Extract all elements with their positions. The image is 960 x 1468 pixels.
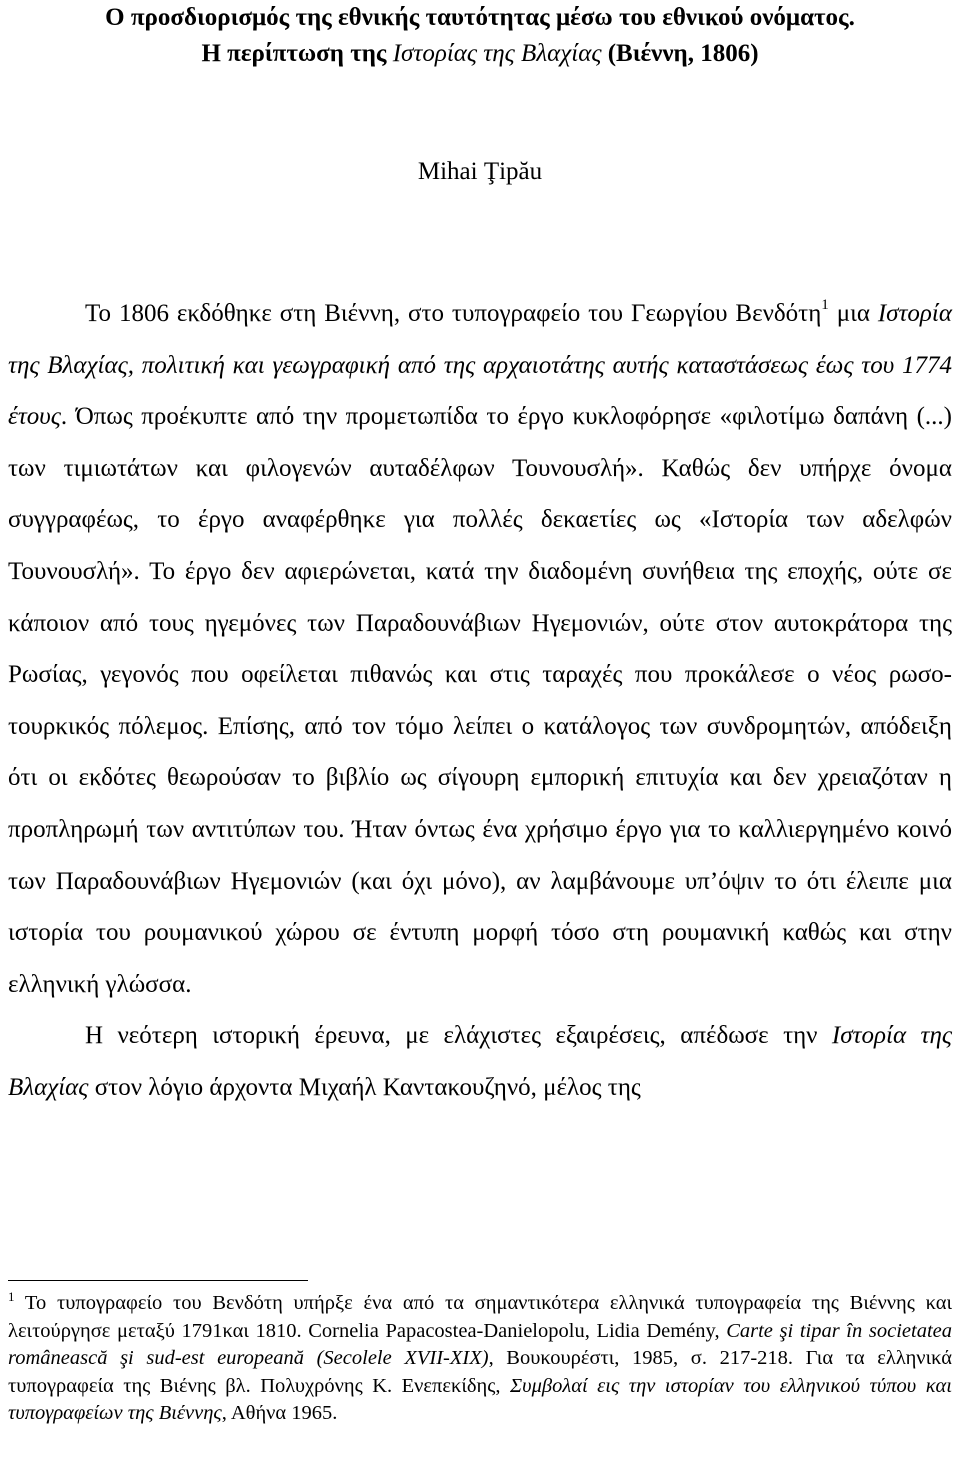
paragraph-1-italic-title: Ιστορία της Βλαχίας, πολιτική και γεωγραφική από της αρχαιοτάτης αυτής καταστάσεως έως του 1774 έτους [8,300,952,431]
page-title [8,0,952,72]
footnote-number: 1 [8,1289,15,1304]
paragraph-1 [8,288,952,1010]
title-line-2-end: (Βιέννη, 1806) [601,40,759,67]
footnote-text-b: , Βουκουρέστι, 1985, σ. 217-218. Για τα ελληνικά τυπογραφεία της Βιένης βλ. Πολυχρόνης Κ. Ενεπεκίδης, [8,1347,952,1397]
footnote-reference[interactable]: 1 [821,297,829,313]
paragraph-2-text-a: Η νεότερη ιστορική έρευνα, με ελάχιστες εξαιρέσεις, απέδωσε την [85,1022,832,1050]
footnote-italic-1: Carte şi tipar în societatea românească şi sud-est europeană (Secolele XVII-XIX) [8,1319,952,1369]
document-page [8,0,952,1424]
title-line-2 [8,36,952,72]
footnote-text-c: , Αθήνα 1965. [221,1402,338,1424]
paragraph-1-text-a: Το 1806 εκδόθηκε στη Βιέννη, στο τυπογραφείο του Γεωργίου Βενδότη [85,300,822,327]
title-line-2-start: Η περίπτωση της [201,40,393,67]
title-line-1: Ο προσδιορισμός της εθνικής ταυτότητας μέσω του εθνικού ονόματος. [105,4,855,31]
paragraph-1-text-b: μια [828,300,878,327]
paragraph-2-italic-title: Ιστορία της Βλαχίας [8,1022,952,1101]
title-line-2-italic: Ιστορίας της Βλαχίας [392,40,602,67]
paragraph-2 [8,1010,952,1113]
footnote-italic-2: Συμβολαί εις την ιστορίαν του ελληνικού τύπου και τυπογραφείων της Βιέννης [8,1374,952,1424]
footnote-text-a: Το τυπογραφείο του Βενδότη υπήρξε ένα από τα σημαντικότερα ελληνικά τυπογραφεία της Βιέννης και λειτούργησε μεταξύ 1791και 1810. Cornelia Papacostea-Danielopolu, Lidia Demény, [8,1292,952,1342]
paragraph-1-text-c: . Όπως προέκυπτε από την προμετωπίδα το έργο κυκλοφόρησε «φιλοτίμω δαπάνη (...) των τιμιωτάτων και φιλογενών αυταδέλφων Τουνουσλή». Καθώς δεν υπήρχε όνομα συγγραφέως, το έργο αναφέρθηκε για πολλές δεκαετίες ως «Ιστορία των αδελφών Τουνουσλή». Το έργο δεν αφιερώνεται, κατά την διαδομένη συνήθεια της εποχής, ούτε σε κάποιον από τους ηγεμόνες των Παραδουνάβιων Ηγεμονιών, ούτε στον αυτοκράτορα της Ρωσίας, γεγονός που οφείλεται πιθανώς και στις ταραχές που προκάλεσε ο νέος ρωσο-τουρκικός πόλεμος. Επίσης, από τον τόμο λείπει ο κατάλογος των συνδρομητών, απόδειξη ότι οι εκδότες θεωρούσαν το βιβλίο ως σίγουρη εμπορική επιτυχία και δεν χρειαζόταν η προπληρωμή των αντιτύπων του. Ήταν όντως ένα χρήσιμο έργο για το καλλιεργημένο κοινό των Παραδουνάβιων Ηγεμονιών (και όχι μόνο), αν λαμβάνουμε υπ’όψιν το ότι έλειπε μια ιστορία του ρουμανικού χώρου σε έντυπη μορφή τόσο στη ρουμανική καθώς και στην ελληνική γλώσσα. [8,403,952,998]
author-name: Mihai Ţipău [417,158,543,185]
footnote-separator [8,1280,308,1281]
paragraph-2-text-b: στον λόγιο άρχοντα Μιχαήλ Καντακουζηνό, μέλος της [88,1073,641,1101]
footnote [8,1290,952,1428]
